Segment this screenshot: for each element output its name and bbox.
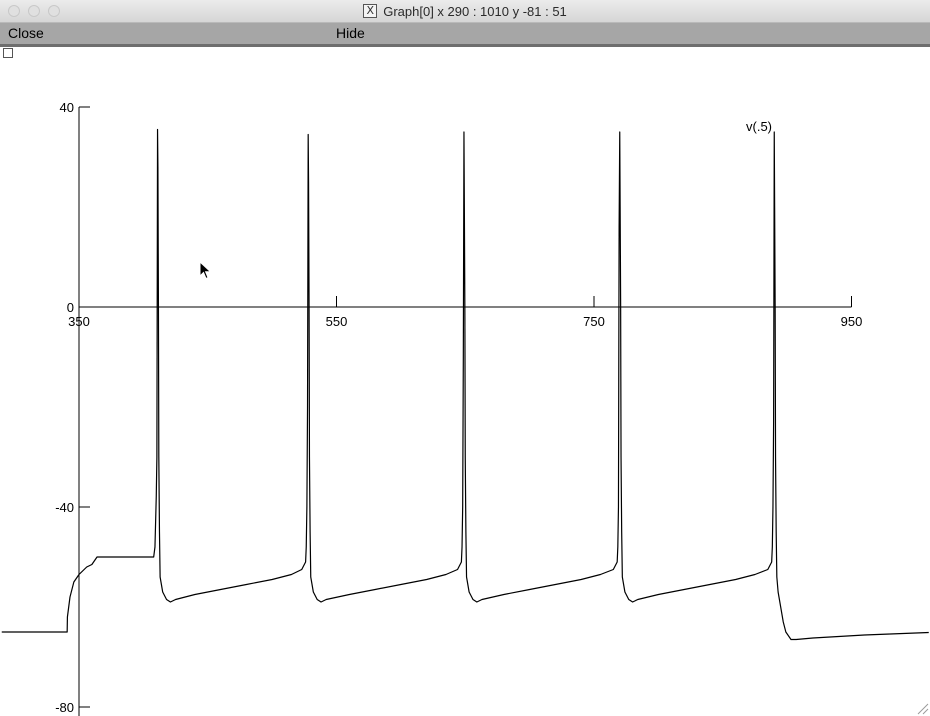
series-label: v(.5) [746,119,772,134]
x-tick-label: 950 [840,314,863,329]
x-tick-label: 350 [68,314,90,329]
x11-icon: X [363,4,377,18]
y-tick-label: -40 [55,500,74,515]
y-tick-label: 40 [59,100,74,115]
voltage-trace [2,130,929,640]
mouse-pointer-icon [199,261,213,281]
tick-labels-group [55,100,862,715]
resize-grip-icon[interactable] [915,701,929,715]
window-title: Graph[0] x 290 : 1010 y -81 : 51 [383,3,567,19]
x-tick-label: 750 [583,314,605,329]
close-button[interactable]: Close [8,25,44,41]
x-tick-label: 550 [325,314,348,329]
y-tick-label: -80 [55,700,74,715]
y-tick-label: 0 [66,300,74,315]
hide-button[interactable]: Hide [336,25,365,41]
